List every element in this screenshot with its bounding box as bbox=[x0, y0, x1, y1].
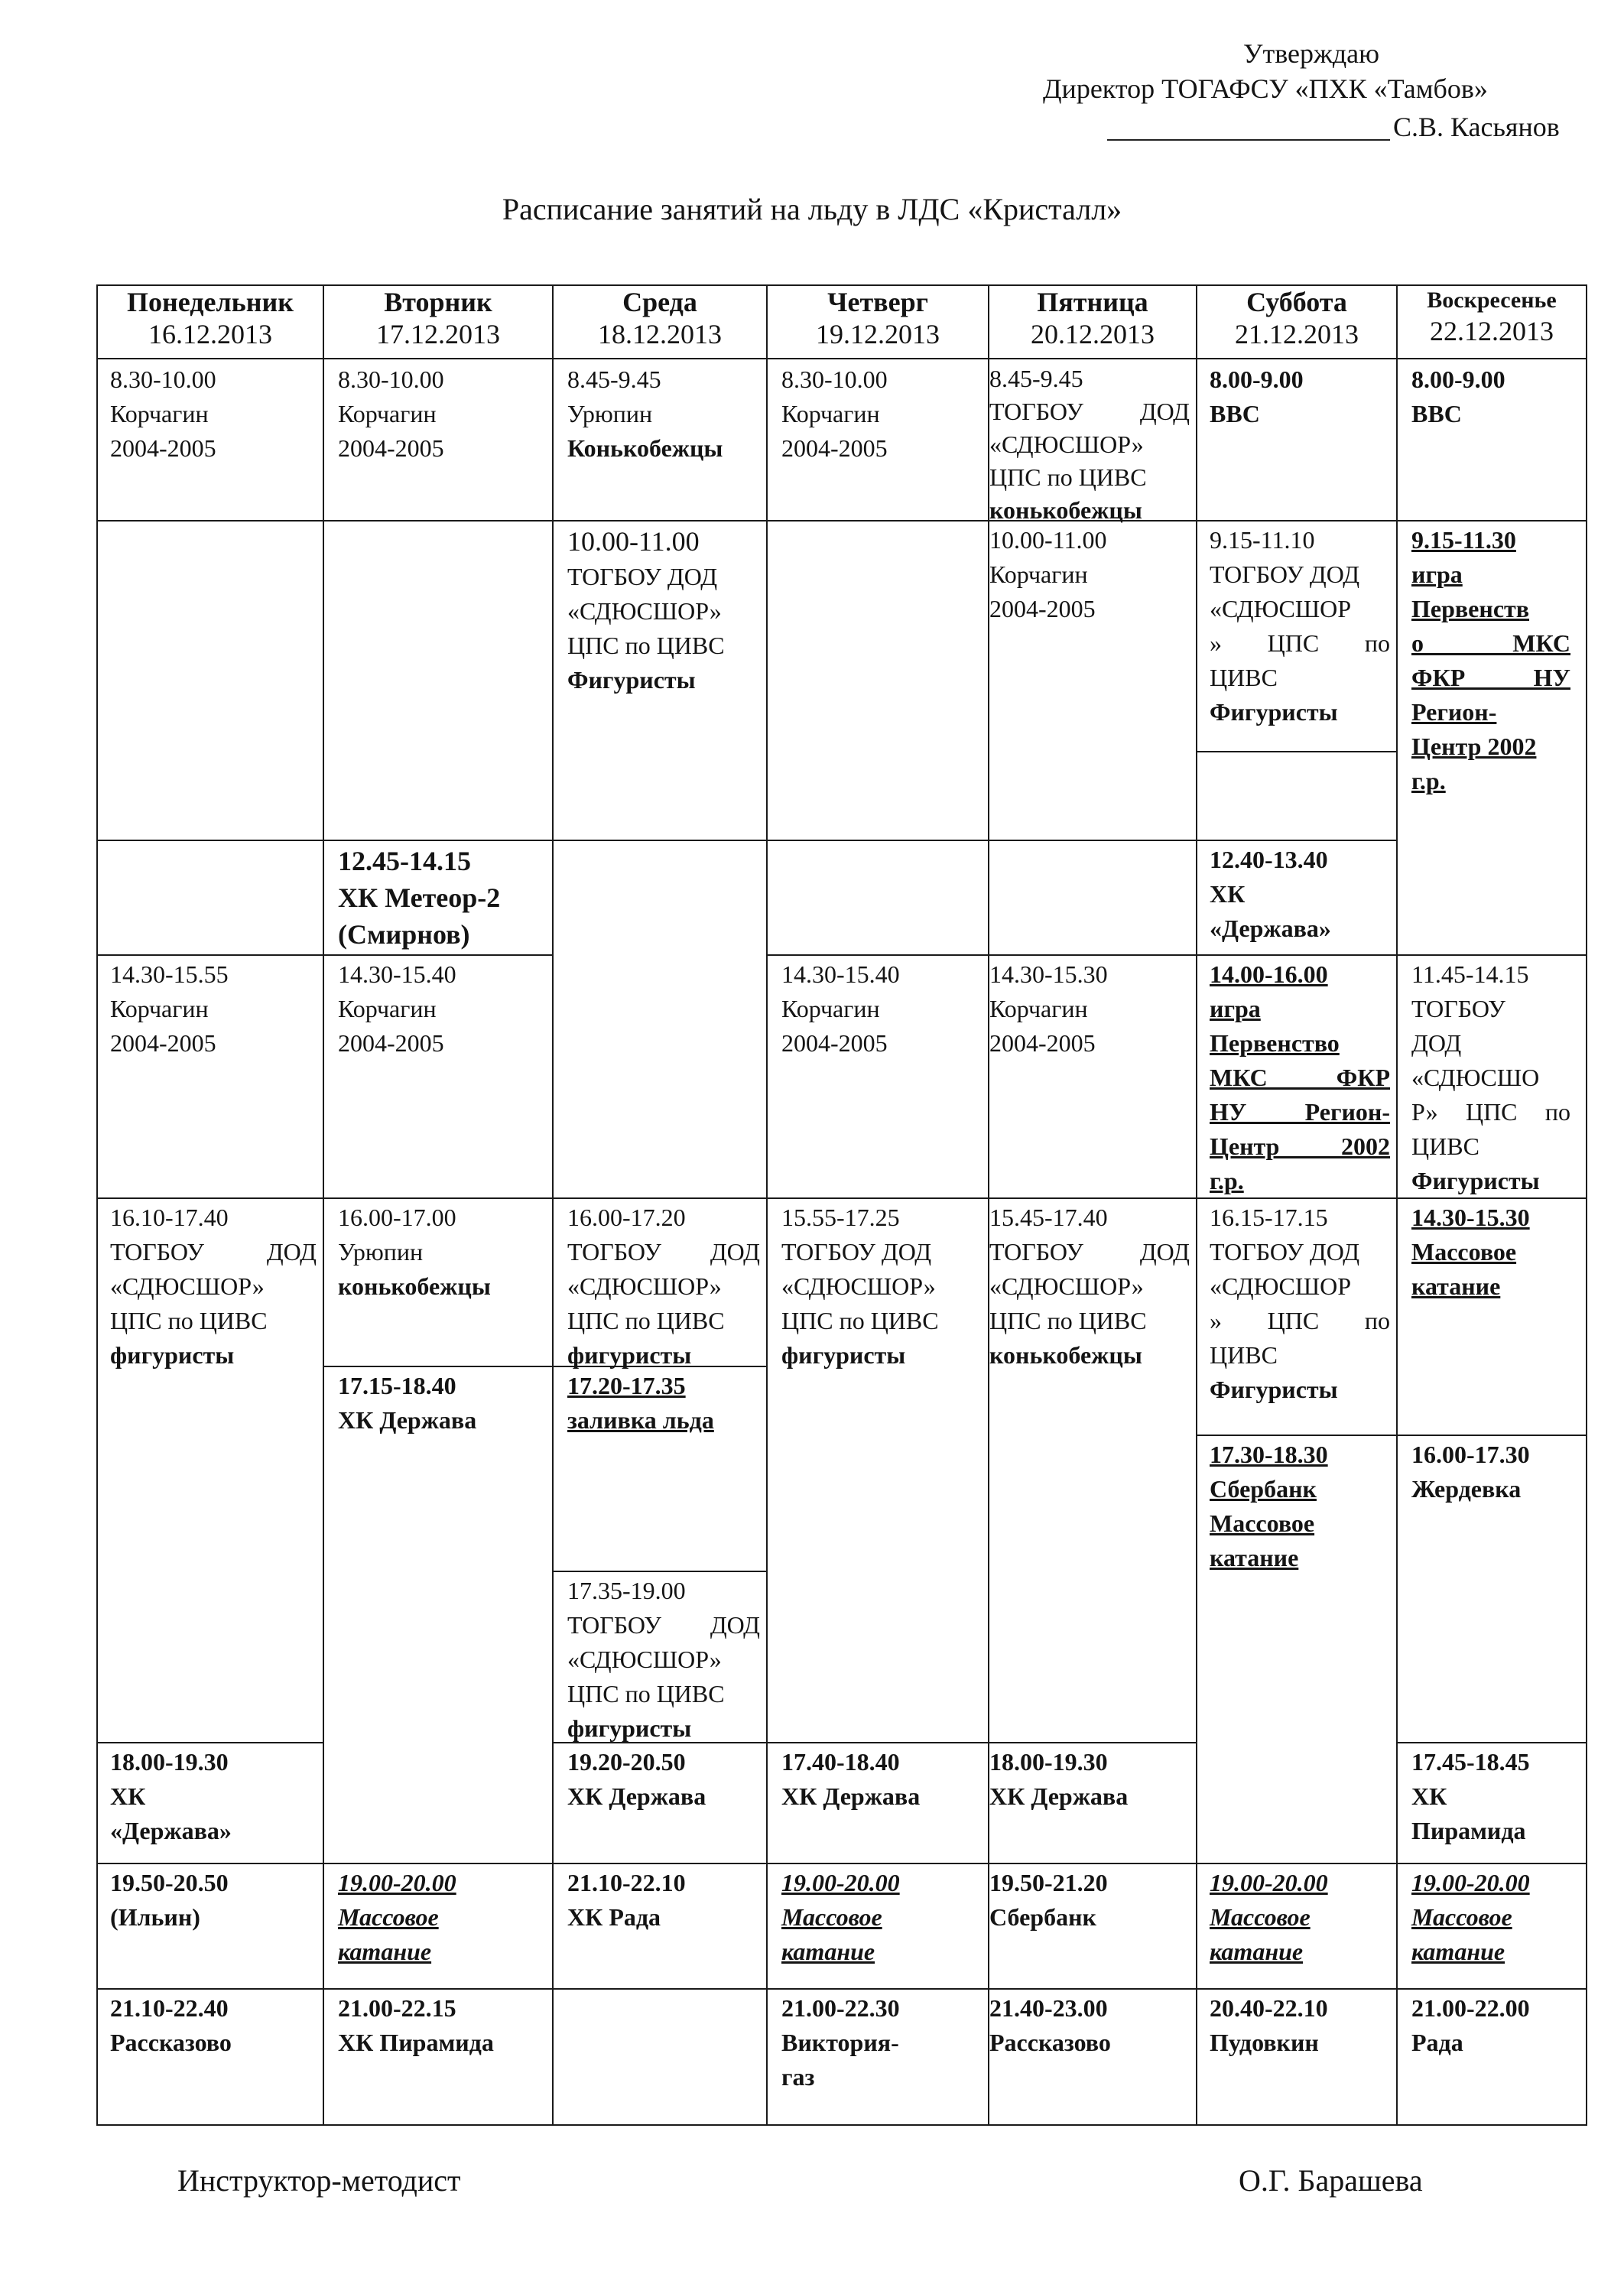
session-line: 2004-2005 bbox=[338, 1029, 444, 1057]
session-tuesday-1 bbox=[338, 362, 546, 466]
day-header-saturday bbox=[1197, 286, 1396, 350]
footer-position: Инструктор-методист bbox=[177, 2163, 461, 2198]
day-date: 21.12.2013 bbox=[1235, 319, 1359, 349]
session-line: 19.00-20.00 bbox=[781, 1869, 900, 1896]
session-sunday-3 bbox=[1411, 957, 1570, 1198]
session-line: Корчагин bbox=[110, 995, 209, 1022]
session-line: 21.10-22.10 bbox=[567, 1869, 686, 1896]
session-line: Рассказово bbox=[989, 2029, 1111, 2056]
session-line: «СДЮСШОР bbox=[1210, 1272, 1351, 1300]
session-line: Урюпин bbox=[338, 1238, 424, 1266]
session-line: 21.40-23.00 bbox=[989, 1994, 1108, 2022]
session-wednesday-5 bbox=[567, 1574, 760, 1746]
session-saturday-6 bbox=[1210, 1438, 1390, 1575]
session-line: фигуристы bbox=[567, 1714, 692, 1742]
session-line: Сбербанк bbox=[989, 1903, 1096, 1931]
session-line: 12.40-13.40 bbox=[1210, 846, 1328, 873]
session-line: катание bbox=[1210, 1544, 1299, 1571]
session-line: игра bbox=[1210, 995, 1261, 1022]
session-line: ЦПС по ЦИВС bbox=[110, 1307, 268, 1334]
session-line: ТОГБОУ ДОД bbox=[989, 1238, 1190, 1266]
session-line: Р» ЦПС по bbox=[1411, 1098, 1570, 1126]
session-saturday-1 bbox=[1210, 362, 1390, 431]
session-line: игра bbox=[1411, 561, 1463, 588]
session-line: ЦПС по ЦИВС bbox=[567, 632, 725, 659]
session-line: ТОГБОУ ДОД bbox=[989, 398, 1190, 425]
session-saturday-3 bbox=[1210, 843, 1390, 946]
session-line: Корчагин bbox=[781, 400, 880, 427]
session-line: ЦИВС bbox=[1210, 1341, 1278, 1369]
session-line: 8.45-9.45 bbox=[567, 366, 661, 393]
day-date: 20.12.2013 bbox=[1031, 319, 1155, 349]
grid-line bbox=[1196, 1435, 1587, 1436]
session-line: Массовое bbox=[1411, 1238, 1517, 1266]
session-thursday-4 bbox=[781, 1745, 982, 1814]
session-line: 18.00-19.30 bbox=[989, 1748, 1108, 1776]
session-line: ЦИВС bbox=[1411, 1132, 1479, 1160]
session-line: Массовое bbox=[1411, 1903, 1512, 1931]
session-line: о МКС bbox=[1411, 629, 1570, 657]
session-saturday-7 bbox=[1210, 1866, 1390, 1969]
day-name: Вторник bbox=[384, 287, 492, 317]
session-line: Виктория- bbox=[781, 2029, 899, 2056]
session-line: (Ильин) bbox=[110, 1903, 200, 1931]
session-line: 16.00-17.30 bbox=[1411, 1441, 1530, 1468]
session-line: 2004-2005 bbox=[110, 1029, 216, 1057]
session-line: 18.00-19.30 bbox=[110, 1748, 229, 1776]
session-line: Пудовкин bbox=[1210, 2029, 1319, 2056]
grid-line bbox=[96, 954, 554, 956]
grid-line bbox=[96, 1863, 1587, 1864]
session-wednesday-2 bbox=[567, 523, 760, 697]
session-saturday-4 bbox=[1210, 957, 1390, 1198]
session-line: Корчагин bbox=[989, 995, 1088, 1022]
session-line: 8.30-10.00 bbox=[781, 366, 888, 393]
grid-line bbox=[1196, 284, 1197, 2126]
session-line: Массовое bbox=[781, 1903, 882, 1931]
session-line: Центр 2002 bbox=[1210, 1132, 1390, 1160]
session-line: ТОГБОУ bbox=[1411, 995, 1505, 1022]
session-line: » ЦПС по bbox=[1210, 1307, 1390, 1334]
session-friday-6 bbox=[989, 1866, 1190, 1935]
session-line: 14.30-15.40 bbox=[338, 960, 456, 988]
session-line: ТОГБОУ ДОД bbox=[567, 1611, 760, 1639]
session-friday-7 bbox=[989, 1991, 1190, 2060]
session-line: «СДЮСШОР» bbox=[110, 1272, 265, 1300]
session-line: » ЦПС по bbox=[1210, 629, 1390, 657]
session-line: 14.30-15.30 bbox=[989, 960, 1108, 988]
grid-line bbox=[766, 954, 1398, 956]
session-line: 16.00-17.20 bbox=[567, 1204, 686, 1231]
session-line: газ bbox=[781, 2063, 815, 2091]
session-line: 17.15-18.40 bbox=[338, 1372, 456, 1399]
session-line: 2004-2005 bbox=[781, 434, 888, 462]
session-line: Фигуристы bbox=[1210, 698, 1338, 726]
session-line: «СДЮСШОР» bbox=[567, 597, 722, 625]
session-line: 14.30-15.55 bbox=[110, 960, 229, 988]
session-line: 2004-2005 bbox=[989, 1029, 1096, 1057]
session-saturday-2 bbox=[1210, 523, 1390, 729]
session-line: конькобежцы bbox=[989, 496, 1142, 524]
session-line: «СДЮСШОР» bbox=[781, 1272, 936, 1300]
session-line: 16.10-17.40 bbox=[110, 1204, 229, 1231]
session-line: ЦПС по ЦИВС bbox=[989, 1307, 1147, 1334]
session-monday-1 bbox=[110, 362, 317, 466]
session-tuesday-7 bbox=[338, 1991, 546, 2060]
day-date: 16.12.2013 bbox=[148, 319, 272, 349]
session-line: 8.30-10.00 bbox=[338, 366, 444, 393]
session-line: катание bbox=[1411, 1938, 1505, 1965]
session-wednesday-7 bbox=[567, 1866, 760, 1935]
grid-line bbox=[96, 1988, 1587, 1990]
session-line: 8.45-9.45 bbox=[989, 365, 1083, 392]
session-line: ТОГБОУ ДОД bbox=[1210, 1238, 1360, 1266]
session-friday-4 bbox=[989, 1201, 1190, 1373]
session-line: 8.00-9.00 bbox=[1411, 366, 1505, 393]
session-line: 20.40-22.10 bbox=[1210, 1994, 1328, 2022]
session-monday-4 bbox=[110, 1745, 317, 1848]
session-line: Сбербанк bbox=[1210, 1475, 1317, 1503]
day-header-sunday bbox=[1398, 286, 1586, 347]
session-line: ХК Держава bbox=[781, 1782, 921, 1810]
session-line: Урюпин bbox=[567, 400, 653, 427]
footer-name: О.Г. Барашева bbox=[1239, 2163, 1423, 2198]
day-name: Четверг bbox=[827, 287, 928, 317]
grid-line bbox=[96, 284, 98, 2126]
day-name: Пятница bbox=[1037, 287, 1148, 317]
session-tuesday-2 bbox=[338, 843, 546, 953]
grid-line bbox=[1396, 284, 1398, 2126]
session-line: ВВС bbox=[1411, 400, 1462, 427]
session-line: «СДЮСШОР» bbox=[567, 1646, 722, 1673]
grid-line bbox=[323, 284, 324, 2126]
session-line: 2004-2005 bbox=[781, 1029, 888, 1057]
session-line: ТОГБОУ ДОД bbox=[1210, 561, 1360, 588]
session-tuesday-6 bbox=[338, 1866, 546, 1969]
session-line: ХК Держава bbox=[338, 1406, 477, 1434]
session-line: МКС ФКР bbox=[1210, 1064, 1390, 1091]
session-line: 15.55-17.25 bbox=[781, 1204, 900, 1231]
session-line: 19.00-20.00 bbox=[1210, 1869, 1328, 1896]
grid-line bbox=[552, 284, 554, 2126]
session-line: ТОГБОУ ДОД bbox=[781, 1238, 932, 1266]
session-line: 2004-2005 bbox=[110, 434, 216, 462]
session-line: 10.00-11.00 bbox=[567, 526, 700, 557]
session-line: 9.15-11.30 bbox=[1411, 526, 1516, 554]
session-line: ЦПС по ЦИВС bbox=[567, 1307, 725, 1334]
signature-line bbox=[1107, 139, 1390, 141]
session-line: ХК bbox=[110, 1782, 146, 1810]
session-line: 10.00-11.00 bbox=[989, 526, 1107, 554]
session-line: 11.45-14.15 bbox=[1411, 960, 1529, 988]
session-saturday-8 bbox=[1210, 1991, 1390, 2060]
session-monday-3 bbox=[110, 1201, 317, 1373]
grid-line bbox=[96, 520, 1587, 522]
session-line: ХК bbox=[1411, 1782, 1447, 1810]
day-date: 19.12.2013 bbox=[816, 319, 940, 349]
session-line: Первенство bbox=[1210, 1029, 1340, 1057]
session-saturday-5 bbox=[1210, 1201, 1390, 1407]
session-line: 16.00-17.00 bbox=[338, 1204, 456, 1231]
session-wednesday-4 bbox=[567, 1369, 760, 1438]
session-line: 21.00-22.15 bbox=[338, 1994, 456, 2022]
session-friday-5 bbox=[989, 1745, 1190, 1814]
signer-name: С.В. Касьянов bbox=[1393, 112, 1560, 142]
session-sunday-6 bbox=[1411, 1745, 1580, 1848]
session-sunday-5 bbox=[1411, 1438, 1580, 1506]
session-line: Пирамида bbox=[1411, 1817, 1526, 1844]
session-line: ФКР НУ bbox=[1411, 664, 1570, 691]
session-line: Рада bbox=[1411, 2029, 1463, 2056]
session-thursday-2 bbox=[781, 957, 982, 1061]
session-line: «СДЮСШОР» bbox=[989, 1272, 1144, 1300]
grid-line bbox=[1586, 284, 1587, 2126]
session-wednesday-3 bbox=[567, 1201, 760, 1373]
session-monday-2 bbox=[110, 957, 317, 1061]
day-header-wednesday bbox=[554, 286, 766, 350]
session-line: 8.30-10.00 bbox=[110, 366, 216, 393]
session-line: «СДЮСШОР» bbox=[567, 1272, 722, 1300]
session-line: 14.00-16.00 bbox=[1210, 960, 1328, 988]
grid-line bbox=[96, 1742, 324, 1743]
grid-line bbox=[766, 284, 768, 2126]
session-line: ТОГБОУ ДОД bbox=[110, 1238, 317, 1266]
grid-line bbox=[1396, 954, 1587, 956]
session-wednesday-1 bbox=[567, 362, 760, 466]
session-line: 19.50-21.20 bbox=[989, 1869, 1108, 1896]
day-name: Среда bbox=[622, 287, 697, 317]
day-header-thursday bbox=[768, 286, 988, 350]
day-name: Суббота bbox=[1246, 287, 1347, 317]
grid-line bbox=[1196, 751, 1398, 752]
session-line: Центр 2002 bbox=[1411, 733, 1537, 760]
session-line: 21.10-22.40 bbox=[110, 1994, 229, 2022]
session-line: Массовое bbox=[338, 1903, 439, 1931]
session-tuesday-4 bbox=[338, 1201, 546, 1304]
session-line: «Держава» bbox=[110, 1817, 232, 1844]
session-monday-6 bbox=[110, 1991, 317, 2060]
day-date: 18.12.2013 bbox=[598, 319, 722, 349]
session-monday-5 bbox=[110, 1866, 317, 1935]
session-line: (Смирнов) bbox=[338, 919, 470, 950]
session-sunday-7 bbox=[1411, 1866, 1580, 1969]
session-line: ВВС bbox=[1210, 400, 1260, 427]
session-line: Корчагин bbox=[338, 995, 437, 1022]
grid-line bbox=[552, 1571, 766, 1572]
day-date: 22.12.2013 bbox=[1430, 316, 1554, 346]
session-line: «СДЮСШОР bbox=[1210, 595, 1351, 622]
day-name: Воскресенье bbox=[1427, 288, 1557, 313]
session-sunday-4 bbox=[1411, 1201, 1580, 1304]
session-line: фигуристы bbox=[781, 1341, 906, 1369]
session-line: 8.00-9.00 bbox=[1210, 366, 1304, 393]
grid-line bbox=[96, 840, 1398, 841]
session-line: ЦПС по ЦИВС bbox=[781, 1307, 939, 1334]
session-line: Массовое bbox=[1210, 1903, 1311, 1931]
session-line: катание bbox=[1411, 1272, 1501, 1300]
session-line: 21.00-22.30 bbox=[781, 1994, 900, 2022]
session-line: фигуристы bbox=[110, 1341, 235, 1369]
session-line: катание bbox=[781, 1938, 875, 1965]
session-sunday-2 bbox=[1411, 523, 1570, 798]
session-line: Рассказово bbox=[110, 2029, 232, 2056]
session-line: «Держава» bbox=[1210, 915, 1331, 942]
session-line: ТОГБОУ ДОД bbox=[567, 563, 718, 590]
session-line: 19.50-20.50 bbox=[110, 1869, 229, 1896]
session-line: 17.30-18.30 bbox=[1210, 1441, 1328, 1468]
session-line: Корчагин bbox=[338, 400, 437, 427]
session-line: ХК Держава bbox=[567, 1782, 706, 1810]
session-thursday-5 bbox=[781, 1866, 982, 1969]
session-line: ХК Метеор-2 bbox=[338, 882, 501, 913]
session-line: 9.15-11.10 bbox=[1210, 526, 1315, 554]
session-line: 16.15-17.15 bbox=[1210, 1204, 1328, 1231]
day-header-monday bbox=[98, 286, 323, 350]
session-line: Фигуристы bbox=[1210, 1376, 1338, 1403]
session-tuesday-5 bbox=[338, 1369, 546, 1438]
session-line: Фигуристы bbox=[567, 666, 696, 694]
session-line: 2004-2005 bbox=[338, 434, 444, 462]
session-line: ХК Пирамида bbox=[338, 2029, 494, 2056]
session-friday-3 bbox=[989, 957, 1190, 1061]
session-line: г.р. bbox=[1411, 767, 1446, 794]
session-line: фигуристы bbox=[567, 1341, 692, 1369]
session-line: Корчагин bbox=[110, 400, 209, 427]
session-line: 17.35-19.00 bbox=[567, 1577, 686, 1604]
session-line: 19.00-20.00 bbox=[1411, 1869, 1530, 1896]
session-line: 19.20-20.50 bbox=[567, 1748, 686, 1776]
session-line: Корчагин bbox=[781, 995, 880, 1022]
session-line: г.р. bbox=[1210, 1167, 1244, 1194]
session-line: Конькобежцы bbox=[567, 434, 723, 462]
day-name: Понедельник bbox=[127, 287, 294, 317]
session-line: ЦПС по ЦИВС bbox=[567, 1680, 725, 1708]
session-line: Массовое bbox=[1210, 1509, 1315, 1537]
day-header-friday bbox=[989, 286, 1196, 350]
session-line: Жердевка bbox=[1411, 1475, 1522, 1503]
session-line: Первенств bbox=[1411, 595, 1530, 622]
session-line: ЦИВС bbox=[1210, 664, 1278, 691]
day-date: 17.12.2013 bbox=[376, 319, 500, 349]
session-tuesday-3 bbox=[338, 957, 546, 1061]
session-line: ХК Рада bbox=[567, 1903, 661, 1931]
session-line: Фигуристы bbox=[1411, 1167, 1540, 1194]
session-line: конькобежцы bbox=[989, 1341, 1142, 1369]
session-line: катание bbox=[338, 1938, 432, 1965]
session-line: Регион- bbox=[1411, 698, 1497, 726]
session-thursday-6 bbox=[781, 1991, 982, 2094]
approve-label: Утверждаю bbox=[1243, 38, 1380, 69]
session-line: НУ Регион- bbox=[1210, 1098, 1390, 1126]
session-line: заливка льда bbox=[567, 1406, 714, 1434]
director-title: Директор ТОГАФСУ «ПХК «Тамбов» bbox=[1043, 73, 1488, 104]
grid-line bbox=[96, 358, 1587, 359]
session-line: 2004-2005 bbox=[989, 595, 1096, 622]
session-line: Корчагин bbox=[989, 561, 1088, 588]
session-thursday-1 bbox=[781, 362, 982, 466]
session-line: 17.20-17.35 bbox=[567, 1372, 686, 1399]
session-line: 17.45-18.45 bbox=[1411, 1748, 1530, 1776]
session-friday-1 bbox=[989, 362, 1190, 527]
session-line: ХК Держава bbox=[989, 1782, 1129, 1810]
session-line: 12.45-14.15 bbox=[338, 846, 471, 876]
session-line: 15.45-17.40 bbox=[989, 1204, 1108, 1231]
session-wednesday-6 bbox=[567, 1745, 760, 1814]
session-line: «СДЮСШОР» bbox=[989, 431, 1144, 458]
session-line: 14.30-15.30 bbox=[1411, 1204, 1530, 1231]
session-line: конькобежцы bbox=[338, 1272, 491, 1300]
session-line: ТОГБОУ ДОД bbox=[567, 1238, 760, 1266]
session-line: ДОД bbox=[1411, 1029, 1462, 1057]
session-sunday-8 bbox=[1411, 1991, 1580, 2060]
day-header-tuesday bbox=[324, 286, 552, 350]
grid-line bbox=[96, 2124, 1587, 2126]
session-line: «СДЮСШО bbox=[1411, 1064, 1540, 1091]
grid-line bbox=[1396, 1742, 1587, 1743]
session-line: 14.30-15.40 bbox=[781, 960, 900, 988]
session-line: ЦПС по ЦИВС bbox=[989, 463, 1147, 491]
page-title: Расписание занятий на льду в ЛДС «Кристалл» bbox=[502, 192, 1122, 226]
session-thursday-3 bbox=[781, 1201, 982, 1373]
session-friday-2 bbox=[989, 523, 1190, 626]
session-line: 17.40-18.40 bbox=[781, 1748, 900, 1776]
session-line: 21.00-22.00 bbox=[1411, 1994, 1530, 2022]
session-line: ХК bbox=[1210, 880, 1246, 908]
session-sunday-1 bbox=[1411, 362, 1580, 431]
session-line: 19.00-20.00 bbox=[338, 1869, 456, 1896]
session-line: катание bbox=[1210, 1938, 1304, 1965]
